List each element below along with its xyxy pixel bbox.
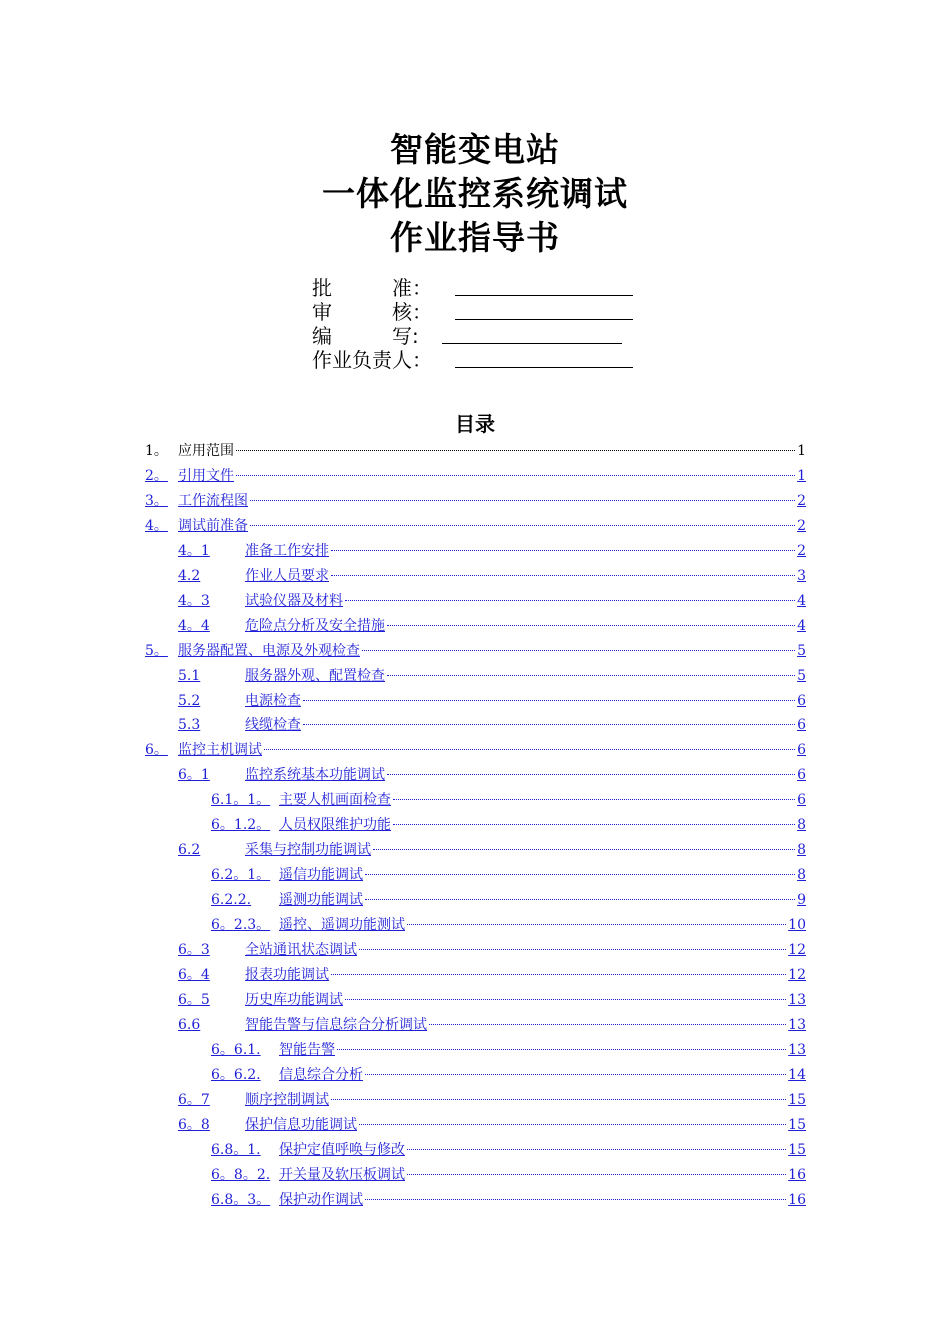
toc-entry-page: 9	[797, 892, 806, 909]
toc-entry-page: 2	[797, 517, 806, 534]
toc-entry-title: 智能告警与信息综合分析调试	[245, 1016, 427, 1033]
toc-entry-title: 智能告警	[279, 1041, 335, 1058]
toc-entry-page: 4	[797, 592, 806, 609]
toc-entry-number: 6.1。1。	[211, 792, 271, 809]
toc-entry-number: 4。1	[178, 542, 210, 559]
toc-entry-page: 5	[797, 667, 806, 684]
toc-entry-number: 6。1.2。	[211, 817, 271, 834]
toc-entry-title: 监控系统基本功能调试	[245, 767, 385, 784]
toc-entry-page: 8	[797, 817, 806, 834]
toc-entry[interactable]	[178, 665, 806, 687]
toc-entry-page: 6	[797, 692, 806, 709]
toc-entry-title: 调试前准备	[178, 517, 248, 534]
toc-leader-dots	[331, 575, 795, 576]
toc-leader-dots	[393, 799, 795, 800]
toc-entry[interactable]	[178, 690, 806, 712]
toc-entry-number: 2。	[145, 467, 168, 484]
toc-entry-number: 4。3	[178, 592, 210, 609]
toc-entry[interactable]	[145, 640, 806, 662]
toc-entry-title: 保护定值呼唤与修改	[279, 1141, 405, 1158]
toc-entry-title: 线缆检查	[245, 717, 301, 734]
toc-leader-dots	[337, 1049, 786, 1050]
toc-entry-title: 历史库功能调试	[245, 991, 343, 1008]
toc-entry-page: 15	[788, 1141, 806, 1158]
toc-entry-page: 2	[797, 542, 806, 559]
toc-entry-page: 6	[797, 767, 806, 784]
toc-entry-number: 6。2.3。	[211, 917, 271, 934]
toc-entry[interactable]	[178, 565, 806, 587]
toc-leader-dots	[362, 650, 795, 651]
toc-entry-number: 6。8。2.	[211, 1166, 271, 1183]
author-label: 编 写:	[312, 324, 419, 348]
toc-entry-page: 12	[788, 966, 806, 983]
toc-entry-page: 5	[797, 642, 806, 659]
toc-entry-title: 服务器外观、配置检查	[245, 667, 385, 684]
toc-entry-title: 主要人机画面检查	[279, 792, 391, 809]
toc-leader-dots	[303, 724, 795, 725]
toc-entry[interactable]	[211, 1039, 806, 1061]
toc-leader-dots	[250, 500, 795, 501]
toc-entry-title: 采集与控制功能调试	[245, 842, 371, 859]
toc-leader-dots	[393, 824, 795, 825]
toc-entry-page: 13	[788, 1041, 806, 1058]
toc-entry[interactable]	[178, 1089, 806, 1111]
toc-entry[interactable]	[178, 714, 806, 736]
toc-entry[interactable]	[145, 465, 806, 487]
toc-leader-dots	[331, 1099, 786, 1100]
title-line-2: 一体化监控系统调试	[322, 174, 628, 213]
leader-blank-line	[455, 367, 633, 368]
toc-leader-dots	[407, 1149, 786, 1150]
toc-leader-dots	[365, 874, 795, 875]
toc-entry-title: 工作流程图	[178, 492, 248, 509]
toc-entry-number: 6.2.2.	[211, 892, 252, 909]
toc-entry-number: 6.8。3。	[211, 1191, 271, 1208]
toc-entry-page: 4	[797, 617, 806, 634]
toc-entry[interactable]	[211, 789, 806, 811]
toc-entry-number: 6。5	[178, 991, 210, 1008]
toc-entry[interactable]	[145, 739, 806, 761]
toc-entry-title: 信息综合分析	[279, 1066, 363, 1083]
toc-entry-title: 顺序控制调试	[245, 1091, 329, 1108]
toc-entry-page: 3	[797, 567, 806, 584]
toc-entry-title: 开关量及软压板调试	[279, 1166, 405, 1183]
toc-entry[interactable]	[211, 864, 806, 886]
toc-entry-title: 准备工作安排	[245, 542, 329, 559]
review-label: 审 核：	[312, 300, 432, 324]
toc-entry-page: 14	[788, 1066, 806, 1083]
toc-entry-number: 6。8	[178, 1116, 210, 1133]
toc-entry-number: 6。	[145, 742, 168, 759]
toc-entry-title: 电源检查	[245, 692, 301, 709]
toc-entry-title: 危险点分析及安全措施	[245, 617, 385, 634]
toc-entry[interactable]	[211, 1189, 806, 1211]
toc-leader-dots	[359, 949, 786, 950]
toc-leader-dots	[429, 1024, 786, 1025]
toc-leader-dots	[407, 1174, 786, 1175]
toc-entry-number: 4.2	[178, 567, 201, 584]
toc-entry[interactable]	[178, 1014, 806, 1036]
toc-entry-title: 作业人员要求	[245, 567, 329, 584]
toc-entry-title: 应用范围	[178, 443, 234, 459]
toc-entry-number: 6.2	[178, 842, 201, 859]
toc-leader-dots	[236, 475, 795, 476]
toc-entry-page: 15	[788, 1091, 806, 1108]
toc-entry-page: 8	[797, 842, 806, 859]
toc-entry[interactable]	[211, 1139, 806, 1161]
toc-leader-dots	[387, 675, 795, 676]
toc-entry-number: 4。4	[178, 617, 210, 634]
title-line-3: 作业指导书	[390, 218, 560, 257]
toc-entry-page: 6	[797, 742, 806, 759]
toc-entry-number: 6。3	[178, 942, 210, 958]
toc-entry-number: 5.3	[178, 717, 201, 734]
toc-entry[interactable]	[178, 1114, 806, 1136]
toc-entry[interactable]	[178, 839, 806, 861]
toc-entry-page: 8	[797, 867, 806, 884]
toc-entry[interactable]	[211, 1064, 806, 1086]
toc-entry-number: 4。	[145, 517, 168, 534]
toc-entry-title: 保护信息功能调试	[245, 1116, 357, 1133]
toc-entry[interactable]	[211, 814, 806, 836]
toc-entry[interactable]	[178, 540, 806, 562]
toc-leader-dots	[365, 899, 795, 900]
leader-label: 作业负责人：	[312, 348, 432, 372]
approve-label: 批 准：	[312, 276, 432, 300]
toc-entry-title: 保护动作调试	[279, 1191, 363, 1208]
toc-entry-number: 1。	[145, 443, 168, 459]
toc-entry-number: 6。1	[178, 767, 210, 784]
toc-leader-dots	[345, 600, 795, 601]
toc-entry-number: 3。	[145, 492, 168, 509]
toc-entry-title: 试验仪器及材料	[245, 592, 343, 609]
toc-entry-number: 6。6.1.	[211, 1041, 261, 1058]
toc-leader-dots	[264, 749, 795, 750]
toc-entry-number: 6.8。1.	[211, 1141, 261, 1158]
toc-entry-number: 5。	[145, 642, 168, 659]
toc-leader-dots	[250, 525, 795, 526]
toc-entry-number: 5.2	[178, 692, 201, 709]
toc-entry-page: 10	[788, 917, 806, 934]
toc-entry-page: 6	[797, 792, 806, 809]
toc-leader-dots	[387, 774, 795, 775]
toc-entry-number: 5.1	[178, 667, 201, 684]
toc-leader-dots	[236, 450, 795, 451]
toc-entry-page: 16	[788, 1166, 806, 1183]
author-blank-line	[442, 343, 622, 344]
toc-leader-dots	[359, 1124, 786, 1125]
toc-entry-page: 12	[788, 942, 806, 958]
toc-entry-title: 遥测功能调试	[279, 892, 363, 909]
approve-blank-line	[455, 295, 633, 296]
toc-entry-number: 6。4	[178, 966, 210, 983]
toc-entry-title: 全站通讯状态调试	[245, 942, 357, 958]
toc-entry-number: 6。7	[178, 1091, 210, 1108]
toc-entry-page: 16	[788, 1191, 806, 1208]
toc-leader-dots	[365, 1074, 786, 1075]
toc-entry-page: 2	[797, 492, 806, 509]
review-row	[312, 300, 642, 324]
toc-entry-page: 13	[788, 1016, 806, 1033]
toc-leader-dots	[303, 700, 795, 701]
toc-leader-dots	[365, 1199, 786, 1200]
toc-entry-title: 遥信功能调试	[279, 867, 363, 884]
toc-leader-dots	[407, 924, 786, 925]
toc-leader-dots	[387, 625, 795, 626]
toc-entry	[145, 440, 806, 462]
approve-row	[312, 276, 642, 300]
toc-entry-number: 6.6	[178, 1016, 201, 1033]
toc-entry-title: 人员权限维护功能	[279, 817, 391, 834]
leader-row	[312, 348, 642, 372]
toc-entry-title: 服务器配置、电源及外观检查	[178, 642, 360, 659]
toc-entry-page: 15	[788, 1116, 806, 1133]
toc-entry-title: 监控主机调试	[178, 742, 262, 759]
toc-entry-title: 报表功能调试	[245, 966, 329, 983]
document-title	[0, 128, 950, 260]
toc-entry[interactable]	[211, 914, 806, 936]
review-blank-line	[455, 319, 633, 320]
toc-leader-dots	[373, 849, 795, 850]
toc-entry-page: 13	[788, 991, 806, 1008]
toc-entry[interactable]	[145, 515, 806, 537]
toc-entry-title: 遥控、遥调功能测试	[279, 917, 405, 934]
toc-entry-page: 6	[797, 717, 806, 734]
toc-entry[interactable]	[178, 764, 806, 786]
toc-entry[interactable]	[145, 490, 806, 512]
toc-entry-page: 1	[797, 467, 806, 484]
toc-entry[interactable]	[178, 989, 806, 1011]
toc-entry[interactable]	[211, 1164, 806, 1186]
toc-entry[interactable]	[178, 615, 806, 637]
title-line-1: 智能变电站	[390, 130, 560, 169]
toc-leader-dots	[331, 550, 795, 551]
author-row	[312, 324, 642, 348]
toc-entry[interactable]	[211, 889, 806, 911]
signature-block	[312, 276, 642, 372]
toc-entry-page: 1	[797, 443, 806, 459]
toc-leader-dots	[331, 974, 786, 975]
toc-entry-title: 引用文件	[178, 467, 234, 484]
toc-heading: 目录	[455, 412, 495, 436]
toc-entry-number: 6.2。1。	[211, 867, 271, 884]
toc-entry[interactable]	[178, 939, 806, 961]
toc-entry[interactable]	[178, 590, 806, 612]
toc-entry[interactable]	[178, 964, 806, 986]
toc-leader-dots	[345, 999, 786, 1000]
toc-entry-number: 6。6.2.	[211, 1066, 261, 1083]
